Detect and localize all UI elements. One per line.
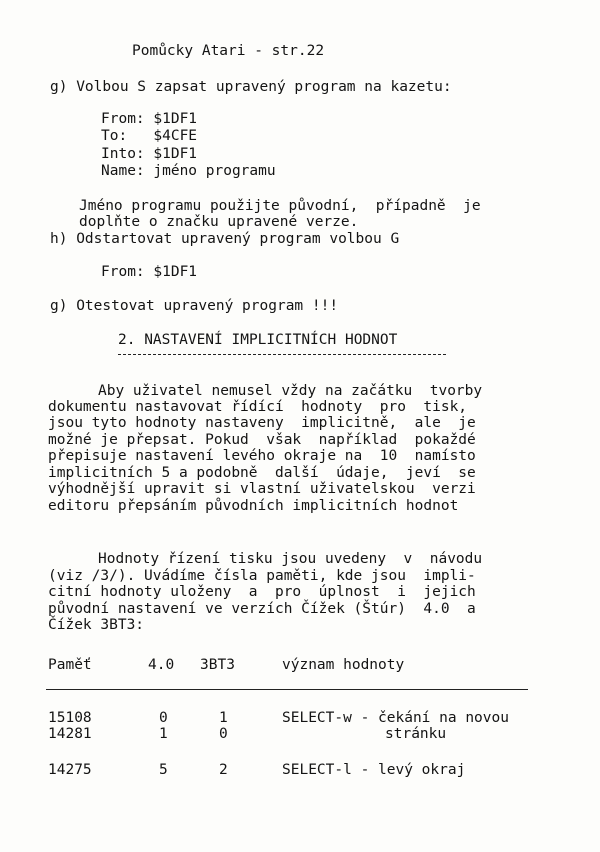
save-param-name: Name: jméno programu [101,163,276,179]
table-cell-v3bt3: 2 [219,762,228,778]
name-note-line: Jméno programu použijte původní, případně je [79,198,481,214]
table-cell-v40: 5 [159,762,168,778]
page-header: Pomůcky Atari - str.22 [132,43,325,59]
start-param-from: From: $1DF1 [101,264,198,280]
para2-line: Hodnoty řízení tisku jsou uvedeny v návodu [98,551,483,567]
para1-line: jsou tyto hodnoty nastaveny implicitně, ale je [48,415,476,431]
para1-line: možné je přepsat. Pokud však například pokaždé [48,432,476,448]
para2-line: Čížek 3BT3: [48,617,145,633]
table-cell-address: 15108 [48,710,92,726]
para2-line: citní hodnoty uloženy a pro úplnost i jejich [48,584,476,600]
name-note-line: doplňte o značku upravené verze. [79,214,359,230]
para1-line: přepisuje nastavení levého okraje na 10 namísto [48,448,476,464]
para1-line: dokumentu nastavovat řídící hodnoty pro tisk, [48,399,468,415]
save-param-into: Into: $1DF1 [101,146,198,162]
step-g-test: g) Otestovat upravený program !!! [50,298,339,314]
table-cell-meaning: SELECT-l - levý okraj [282,762,466,778]
table-header-rule [46,689,528,690]
step-g-save: g) Volbou S zapsat upravený program na kazetu: [50,79,452,95]
para1-line: editoru přepsáním původních implicitních hodnot [48,498,459,514]
table-cell-meaning: SELECT-w - čekání na novou [282,710,509,726]
para2-line: (viz /3/). Uvádíme čísla paměti, kde jsou impli- [48,568,476,584]
table-cell-v40: 1 [159,726,168,742]
table-cell-address: 14281 [48,726,92,742]
save-param-to: To: $4CFE [101,128,198,144]
para1-line: Aby uživatel nemusel vždy na začátku tvorby [98,383,483,399]
para1-line: výhodnější upravit si vlastní uživatelskou verzi [48,481,476,497]
save-param-from: From: $1DF1 [101,111,198,127]
table-header-address: Paměť [48,657,92,673]
table-header-v3bt3: 3BT3 [200,657,235,673]
section-title: 2. NASTAVENÍ IMPLICITNÍCH HODNOT [118,332,398,348]
section-title-underline [118,354,446,355]
table-cell-v40: 0 [159,710,168,726]
table-cell-meaning-continued: stránku [385,726,447,742]
table-header-meaning: význam hodnoty [282,657,405,673]
para2-line: původní nastavení ve verzích Čížek (Štúr) 4.0 a [48,601,476,617]
table-header-v40: 4.0 [148,657,175,673]
step-h: h) Odstartovat upravený program volbou G [50,231,400,247]
table-cell-address: 14275 [48,762,92,778]
table-cell-v3bt3: 0 [219,726,228,742]
table-cell-v3bt3: 1 [219,710,228,726]
para1-line: implicitních 5 a podobně další údaje, jeví se [48,465,476,481]
